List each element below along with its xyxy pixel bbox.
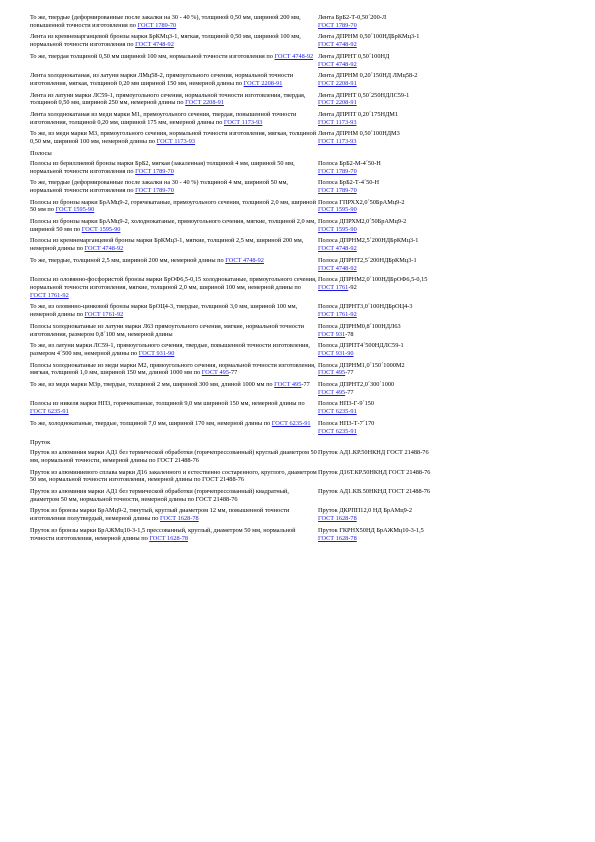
gost-link[interactable]: ГОСТ 4748-92 [135, 41, 174, 49]
product-description [30, 469, 318, 484]
description-text: Полосы холоднокатаные из латуни марки Л63 прямоугольного сечения, мягкие, нормальной точности изготовления, размером 0,8´100 мм, немерной длины [30, 322, 304, 338]
section-heading: Пруток [30, 439, 51, 447]
description-text: Полосы из никеля марки НП3, горячекатаные, толщиной 9,0 мм шириной 150 мм, немерной длины по [30, 400, 305, 408]
description-text: То же, твердые (деформированные после закалки на 30 - 40 %), толщиной 0,50 мм, шириной 200 мм, повышенной точности изготовления по [30, 14, 301, 29]
product-designation [318, 237, 568, 252]
table-row [30, 33, 570, 48]
designation-gost-link[interactable]: ГОСТ 4748-92 [318, 60, 357, 68]
gost-suffix: -77 [345, 388, 354, 396]
gost-suffix: -77 [228, 369, 238, 377]
designation-text: Полоса ДПРНТ2,0´300´1000 [318, 381, 395, 389]
product-designation [318, 14, 568, 29]
product-description [30, 160, 318, 175]
table-row [30, 237, 570, 252]
designation-gost-link[interactable]: ГОСТ 1789-70 [318, 21, 357, 29]
description-text: Пруток из алюминия марки АД1 без термической обработки (горячепрессованный) круглый диаметром 50 мм, нормальной точности, немерной длины по ГОСТ 21488-76 [30, 449, 317, 464]
description-text: Полосы холоднокатаные из меди марки М2, прямоугольного сечения, нормальной точности изготовления, мягкая, толщиной 1,0 мм, шириной 150 мм, длиной 1000 мм по [30, 361, 316, 377]
table-row [30, 14, 570, 29]
gost-link[interactable]: ГОСТ 2208-91 [243, 79, 283, 87]
designation-text: Полоса ДПРНТ3,0´100НДБрОЦ4-3 [318, 303, 413, 311]
product-designation [318, 111, 568, 126]
description-text: Пруток из бронзы марки БрАМц9-2, тянутый, круглый диаметром 12 мм, повышенной точности изготовления полутвердый, немерной длины по [30, 507, 290, 523]
table-row [30, 257, 570, 272]
gost-link[interactable]: ГОСТ 1789-70 [135, 167, 174, 175]
table-row [30, 323, 570, 338]
product-designation [318, 199, 568, 214]
product-designation [318, 488, 568, 496]
table-row [30, 303, 570, 318]
description-text: Полосы из бериллиевой бронзы марки БрБ2, мягкая (закаленная) толщиной 4 мм, шириной 50 мм, нормальной точности изготовления по [30, 159, 295, 175]
gost-link[interactable]: ГОСТ 1595-90 [81, 225, 121, 233]
designation-gost-link[interactable]: ГОСТ 4748-92 [318, 264, 357, 272]
product-description [30, 33, 318, 48]
table-row [30, 400, 570, 415]
table-row [30, 469, 570, 484]
table-row [30, 72, 570, 87]
product-designation [318, 218, 568, 233]
product-designation [318, 400, 568, 415]
description-text: То же, из меди марки М3, прямоугольного сечения, нормальной точности изготовления, мягкая, толщиной 0,50 мм, шириной 100 мм, немерной длины по [30, 130, 317, 146]
gost-link[interactable]: ГОСТ 1628-78 [149, 534, 189, 542]
designation-text: Полоса ДПРНМ2,0´100НДБрОФ6,5-0,15 [318, 276, 428, 284]
product-description [30, 237, 318, 252]
gost-link[interactable]: ГОСТ 931-90 [138, 349, 175, 357]
description-text: Полосы из оловянно-фосфористой бронзы марки БрОФ6,5-0,15 холоднокатаные, прямоугольного сечения, нормальной точности изготовления, мягкие, толщиной 2,0 мм, шириной 100 мм, немерной длины по [30, 276, 317, 291]
designation-gost-link[interactable]: ГОСТ 931-90 [318, 349, 354, 357]
description-text: Пруток из бронзы марки БрАЖМц10-3-1,5 прессованный, круглый, диаметром 50 мм, нормальной точности изготовления, немерной длины по [30, 526, 296, 542]
gost-link[interactable]: ГОСТ 2208-91 [185, 99, 224, 107]
designation-text: Пруток АД1.КР.50НКНД ГОСТ 21488-76 [318, 449, 429, 457]
product-description [30, 111, 318, 126]
table-row [30, 130, 570, 145]
designation-gost-link[interactable]: ГОСТ 1789-70 [318, 167, 357, 175]
designation-text: Лента ДПРНМ 0,50´100НДМ3 [318, 130, 400, 138]
gost-link[interactable]: ГОСТ 6235-91 [271, 419, 311, 427]
designation-text: Лента ДПРНТ 0,50´100НД [318, 52, 390, 60]
product-designation [318, 72, 568, 87]
gost-suffix: -77 [345, 369, 354, 377]
designation-gost-link[interactable]: ГОСТ 495 [318, 388, 346, 396]
gost-suffix: -78 [345, 330, 354, 338]
product-designation [318, 276, 568, 291]
description-text: То же, твердые, толщиной 2,5 мм, шириной 200 мм, немерной длины по [30, 256, 226, 264]
product-description [30, 92, 318, 107]
product-designation [318, 362, 568, 377]
product-designation [318, 53, 568, 68]
description-text: Пруток из алюминиевого сплава марки Д16 закаленного и естественно состаренного, круглого, диаметром 50 мм, нормальной точности изготовления, немерной длины по ГОСТ 21488-76 [30, 468, 317, 484]
product-designation [318, 469, 568, 477]
gost-link[interactable]: ГОСТ 1761-92 [30, 291, 69, 299]
table-row [30, 420, 570, 435]
product-designation [318, 449, 568, 457]
product-description [30, 507, 318, 522]
product-designation [318, 527, 568, 542]
table-row [30, 218, 570, 233]
table-row [30, 53, 570, 68]
gost-suffix: -92 [348, 283, 357, 291]
gost-link[interactable]: ГОСТ 495 [201, 369, 229, 377]
gost-link[interactable]: ГОСТ 1628-78 [159, 515, 199, 523]
product-description [30, 420, 318, 428]
designation-text: Полоса ДПРХМ2,0´50БрАМц9-2 [318, 218, 407, 226]
product-description [30, 276, 318, 299]
product-designation [318, 381, 568, 396]
designation-text: Лента ДПРНМ 0,50´100НДБрКМц3-1 [318, 33, 420, 41]
product-description [30, 488, 318, 503]
table-row [30, 199, 570, 214]
product-description [30, 303, 318, 318]
product-description [30, 218, 318, 233]
product-designation [318, 160, 568, 175]
product-description [30, 130, 318, 145]
product-description [30, 323, 318, 338]
designation-gost-link[interactable]: ГОСТ 931 [318, 330, 346, 338]
product-description [30, 362, 318, 377]
product-designation [318, 92, 568, 107]
product-description [30, 199, 318, 214]
designation-gost-link[interactable]: ГОСТ 1595-90 [318, 206, 357, 214]
designation-text: Полоса ДПРНМ1,0´150´1000М2 [318, 361, 405, 369]
table-row [30, 488, 570, 503]
description-text: Полосы из бронзы марки БрАМц9-2, холоднокатаные, прямоугольного сечения, мягкие, толщиной 2,0 мм, шириной 50 мм по [30, 218, 316, 233]
designation-text: Полоса НП3-Т-7´170 [318, 419, 375, 427]
designation-text: Полоса ГПРХХ2,0´50БрАМц9-2 [318, 198, 405, 206]
gost-link[interactable]: ГОСТ 495 [274, 381, 302, 389]
product-designation [318, 303, 568, 318]
product-description [30, 381, 318, 389]
designation-gost-link[interactable]: ГОСТ 6235-91 [318, 408, 357, 416]
designation-gost-link[interactable]: ГОСТ 4748-92 [318, 41, 357, 49]
product-description [30, 449, 318, 464]
description-text: То же, холоднокатаные, твердые, толщиной 7,0 мм, шириной 170 мм, немерной длины по [30, 419, 272, 427]
product-description [30, 53, 318, 61]
description-text: Лента холоднокатаная, из латуни марки ЛМц58-2, прямоугольного сечения, нормальной точности изготовления, мягкая, толщиной 0,20 мм шириной 150 мм, немерной длины по [30, 72, 294, 87]
gost-link[interactable]: ГОСТ 4748-92 [84, 245, 124, 253]
gost-suffix: -77 [301, 381, 310, 389]
designation-text: Пруток ДКРПП12,0 НД БрАМц9-2 [318, 507, 412, 515]
table-row [30, 362, 570, 377]
designation-text: Лента ДПРПТ 0,20´175НДМ1 [318, 111, 399, 119]
gost-link[interactable]: ГОСТ 1173-93 [156, 138, 196, 146]
product-description [30, 257, 318, 265]
description-text: То же, твердая толщиной 0,50 мм шириной 100 мм, нормальной точности изготовления по [30, 52, 275, 60]
designation-gost-link[interactable]: ГОСТ 1173-93 [318, 138, 357, 146]
table-row [30, 381, 570, 396]
document-sheet [30, 14, 570, 546]
table-row [30, 342, 570, 357]
designation-text: Лента ДПРНМ 0,20´150НД ЛМц58-2 [318, 72, 418, 80]
designation-gost-link[interactable]: ГОСТ 1789-70 [318, 186, 357, 194]
gost-link[interactable]: ГОСТ 1789-70 [137, 21, 177, 29]
product-designation [318, 33, 568, 48]
gost-link[interactable]: ГОСТ 1761-92 [84, 311, 124, 319]
designation-gost-link[interactable]: ГОСТ 1761 [318, 283, 349, 291]
table-row [30, 160, 570, 175]
gost-link[interactable]: ГОСТ 1789-70 [135, 186, 174, 194]
designation-gost-link[interactable]: ГОСТ 1628-78 [318, 534, 357, 542]
product-designation [318, 507, 568, 522]
gost-link[interactable]: ГОСТ 1173-93 [223, 118, 263, 126]
description-text: Полосы из бронзы марки БрАМц9-2, горячекатаные, прямоугольного сечения, толщиной 2,0 мм, шириной 50 мм по [30, 198, 316, 214]
table-row [30, 111, 570, 126]
description-text: Лента из латуни марки ЛС59-1, прямоугольного сечения, нормальной точности изготовления, твердая, толщиной 0,50 мм, шириной 250 мм, немерной длины по [30, 91, 306, 107]
table-row [30, 276, 570, 299]
section-heading: Полосы [30, 149, 52, 157]
description-text: То же, твердые (деформированные после закалки на 30 - 40 %) толщиной 4 мм, шириной 50 мм, нормальной точности изготовления по [30, 179, 289, 194]
product-designation [318, 179, 568, 194]
description-text: Лента холоднокатаная из меди марки М1, прямоугольного сечения, твердая, повышенной точности изготовления, толщиной 0,20 мм, шириной 175 мм, немерной длины по [30, 111, 297, 126]
designation-gost-link[interactable]: ГОСТ 1595-90 [318, 225, 357, 233]
designation-gost-link[interactable]: ГОСТ 2208-91 [318, 99, 357, 107]
table-row [30, 507, 570, 522]
table-row [30, 92, 570, 107]
designation-gost-link[interactable]: ГОСТ 2208-91 [318, 79, 357, 87]
table-row [30, 179, 570, 194]
designation-text: Пруток Д16Т.КР.50НКНД ГОСТ 21488-76 [318, 468, 431, 476]
designation-gost-link[interactable]: ГОСТ 6235-91 [318, 427, 357, 435]
designation-gost-link[interactable]: ГОСТ 1761-92 [318, 311, 357, 319]
gost-link[interactable]: ГОСТ 6235-91 [30, 408, 69, 416]
product-description [30, 527, 318, 542]
designation-text: Пруток АД1.КВ.50НКНД ГОСТ 21488-76 [318, 488, 431, 496]
product-description [30, 342, 318, 357]
product-description [30, 400, 318, 415]
product-designation [318, 323, 568, 338]
designation-gost-link[interactable]: ГОСТ 1628-78 [318, 515, 357, 523]
description-text: Пруток из алюминия марки АД1 без термической обработки (горячепрессованный) квадратный, диаметром 50 мм, нормальной точности, немерной длины по ГОСТ 21488-76 [30, 488, 289, 503]
designation-text: Полоса БрБ2-М-4´50-Н [318, 159, 381, 167]
description-text: Полосы из кремнемарганцевой бронзы марки БрКМц3-1, мягкие, толщиной 2,5 мм, шириной 200 мм, немерной длины по [30, 237, 304, 253]
table-row [30, 527, 570, 542]
description-text: То же, из оловянно-цинковой бронзы марки БрОЦ4-3, твердые, толщиной 3,0 мм, шириной 100 мм, немерной длины по [30, 303, 298, 319]
designation-text: Полоса ДПРНМ0,8´100НДЛ63 [318, 322, 401, 330]
designation-gost-link[interactable]: ГОСТ 4748-92 [318, 245, 357, 253]
designation-text: Лента ДПРНТ 0,50´250НДЛС59-1 [318, 91, 410, 99]
product-designation [318, 130, 568, 145]
description-text: То же, из латуни марки ЛС59-1, прямоугольного сечения, твердые, повышенной точности изготовления, размером 4´500 мм, немерной длины по [30, 342, 310, 357]
product-designation [318, 342, 568, 357]
designation-text: Полоса БрБ2-Т-4´50-Н [318, 179, 380, 187]
gost-link[interactable]: ГОСТ 1595-90 [55, 206, 95, 214]
gost-link[interactable]: ГОСТ 4748-92 [274, 52, 314, 60]
gost-link[interactable]: ГОСТ 4748-92 [225, 256, 264, 264]
designation-text: Полоса ДПРНМ2,5´200НДБрКМц3-1 [318, 237, 419, 245]
designation-text: Полоса ДПРПТ4´500НДЛС59-1 [318, 342, 404, 350]
designation-text: Лента БрБ2-Т-0,50´200-Л [318, 14, 387, 21]
product-description [30, 14, 318, 29]
designation-gost-link[interactable]: ГОСТ 1173-93 [318, 118, 357, 126]
product-designation [318, 257, 568, 272]
product-description [30, 179, 318, 194]
description-text: То же, из меди марки М3р, твердые, толщиной 2 мм, шириной 300 мм, длиной 1000 мм по [30, 381, 275, 389]
designation-text: Полоса НП3-Г-9´150 [318, 400, 375, 408]
designation-gost-link[interactable]: ГОСТ 495 [318, 369, 346, 377]
designation-text: Пруток ГКРНХ50НД БрАЖМц10-3-1,5 [318, 526, 424, 534]
table-row [30, 449, 570, 464]
designation-text: Полоса ДПРНТ2,5´200НДБрКМц3-1 [318, 256, 417, 264]
description-text: Лента из кремнемарганцевой бронзы марки БрКМц3-1, мягкая, толщиной 0,50 мм, шириной 100 мм, нормальной точности изготовления по [30, 33, 301, 49]
product-designation [318, 420, 568, 435]
product-description [30, 72, 318, 87]
